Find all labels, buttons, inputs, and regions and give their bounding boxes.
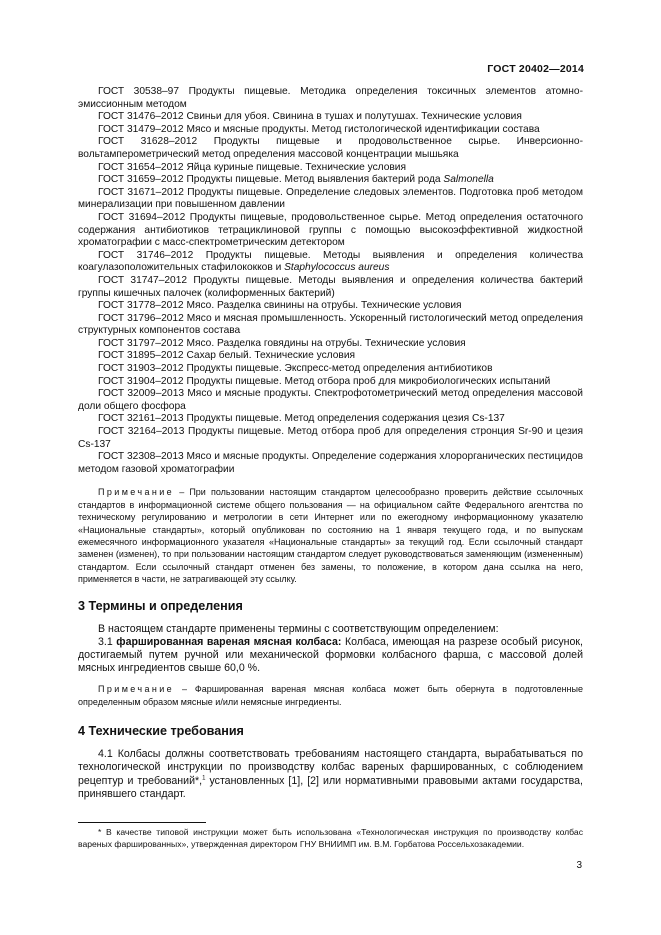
reference-title: Свиньи для убоя. Свинина в тушах и полутушах. Технические условия (186, 111, 522, 123)
reference-code: ГОСТ 31654–2012 (98, 161, 184, 173)
reference-title-italic: Salmonella (443, 174, 494, 186)
reference-code: ГОСТ 31476–2012 (98, 111, 184, 123)
reference-item (78, 212, 583, 250)
reference-title: Продукты пищевые. Определение следовых элементов. Подготовка проб методом минерализации при повышенном давлении (78, 186, 583, 211)
reference-title: Мясо и мясные продукты. Метод гистологической идентификации состава (186, 123, 540, 135)
reference-item (78, 86, 583, 111)
term-note-text: – Фаршированная вареная мясная колбаса может быть обернута в подготовленные определенным образом мясные и/или немясные ингредиенты. (78, 684, 583, 707)
reference-code: ГОСТ 31747–2012 (98, 274, 188, 286)
reference-item (78, 413, 583, 426)
reference-title: Продукты пищевые, продовольственное сырье. Метод определения остаточного содержания антибиотиков тетрациклиновой группы с помощью высокоэффективной жидкостной хроматографии с масс-спектрометрическим детектором (78, 211, 583, 249)
reference-title: Мясо и мясные продукты. Определение содержания хлорорганических пестицидов методом газовой хроматографии (78, 451, 583, 475)
reference-item (78, 124, 583, 137)
reference-title: Продукты пищевые. Методы выявления и определения количества коагулазоположительных стафилококков и (78, 249, 583, 274)
reference-title: Яйца куриные пищевые. Технические условия (186, 161, 407, 173)
page-number: 3 (576, 860, 582, 871)
reference-code: ГОСТ 31479–2012 (98, 123, 184, 135)
reference-title: Продукты пищевые. Метод определения содержания цезия Cs-137 (186, 413, 505, 425)
term-number: 3.1 (98, 635, 117, 648)
footnote-text: * В качестве типовой инструкции может быть использована «Технологическая инструкция по производству колбас вареных фаршированных», утвержденная директором ГНУ ВНИИМП им. В.М. Горбатова Россельхозакадемии. (78, 827, 583, 849)
section-3-intro (78, 623, 583, 636)
reference-title: Мясо и мясные продукты. Спектрофотометрический метод определения массовой доли общего фосфора (78, 388, 583, 412)
footnote (78, 826, 583, 850)
term-note (78, 683, 583, 708)
reference-code: ГОСТ 31659–2012 (98, 174, 184, 186)
reference-item (78, 376, 583, 389)
reference-title: Продукты пищевые. Метод отбора проб для микробиологических испытаний (186, 375, 551, 387)
reference-title: Продукты пищевые. Метод выявления бактерий рода (186, 174, 444, 186)
reference-code: ГОСТ 31694–2012 (98, 211, 186, 223)
reference-title: Продукты пищевые и продовольственное сырье. Инверсионно-вольтамперометрический метод определения массовой концентрации мышьяка (78, 136, 583, 160)
reference-title: Сахар белый. Технические условия (186, 350, 356, 362)
reference-item (78, 350, 583, 363)
normative-references-list (78, 86, 583, 476)
reference-code: ГОСТ 31628–2012 (98, 136, 198, 148)
reference-title: Мясо. Разделка говядины на отрубы. Технические условия (186, 337, 466, 349)
reference-title: Продукты пищевые. Методика определения токсичных элементов атомно-эмиссионным методом (78, 86, 583, 110)
reference-title: Мясо и мясная промышленность. Ускоренный гистологический метод определения структурных компонентов состава (78, 312, 583, 337)
reference-item (78, 111, 583, 124)
reference-item (78, 136, 583, 161)
reference-item (78, 300, 583, 313)
reference-title-italic: Staphylococcus aureus (284, 262, 390, 274)
term-definition-text: Колбаса, имеющая на разрезе особый рисунок, достигаемый путем ручной или механической формовки колбасного фарша, с массовой долей мясных ингредиентов свыше 60,0 %. (78, 635, 583, 675)
reference-code: ГОСТ 31797–2012 (98, 337, 184, 349)
reference-code: ГОСТ 32009–2013 (98, 388, 185, 400)
reference-title: Продукты пищевые. Методы выявления и определения количества бактерий группы кишечных палочек (колиформенных бактерий) (78, 274, 583, 299)
reference-item (78, 363, 583, 376)
note-lead: Примечание (98, 487, 175, 498)
reference-code: ГОСТ 31904–2012 (98, 375, 184, 387)
section-3-title: 3 Термины и определения (78, 598, 243, 613)
term-name: фаршированная вареная мясная колбаса: (116, 635, 342, 648)
note-text: – При пользовании настоящим стандартом целесообразно проверить действие ссылочных стандартов в информационной системе общего пользования — на официальном сайте Федерального агентства по техническому регулированию и метрологии в сети Интернет или по ежегодному информационному указателю «Национальные стандарты», который опубликован по состоянию на 1 января текущего года, и по выпускам ежемесячного информационного указателя «Национальные стандарты» за текущий год. Если ссылочный стандарт заменен (изменен), то при пользовании настоящим стандартом следует руководствоваться заменяющим (измененным) стандартом. Если ссылочный стандарт отменен без замены, то положение, в котором дана ссылка на него, применяется в части, не затрагивающей эту ссылку. (78, 487, 583, 585)
footnote-marker: 1 (202, 775, 206, 782)
reference-item (78, 426, 583, 451)
reference-code: ГОСТ 30538–97 (98, 86, 179, 97)
reference-item (78, 451, 583, 476)
section-4-title: 4 Технические требования (78, 724, 244, 739)
intro-text: В настоящем стандарте применены термины с соответствующим определением: (98, 622, 499, 635)
reference-title: Продукты пищевые. Метод отбора проб для определения стронция Sr-90 и цезия Cs-137 (78, 426, 583, 450)
page-content (78, 86, 583, 801)
reference-code: ГОСТ 32308–2013 (98, 451, 184, 463)
reference-code: ГОСТ 32161–2013 (98, 413, 184, 425)
reference-code: ГОСТ 31671–2012 (98, 186, 184, 198)
reference-code: ГОСТ 31796–2012 (98, 312, 184, 324)
footnote-divider (78, 822, 206, 823)
requirements-text-after: установленных [1], [2] или нормативными правовыми актами государства, принявшего стандарт. (78, 774, 583, 800)
reference-code: ГОСТ 31778–2012 (98, 300, 184, 312)
reference-item (78, 338, 583, 351)
requirements-paragraph (78, 748, 583, 801)
reference-code: ГОСТ 31746–2012 (98, 249, 194, 261)
reference-code: ГОСТ 32164–2013 (98, 426, 185, 438)
reference-item (78, 187, 583, 212)
reference-item (78, 313, 583, 338)
reference-title: Мясо. Разделка свинины на отрубы. Технические условия (186, 300, 462, 312)
reference-code: ГОСТ 31903–2012 (98, 363, 184, 375)
reference-item (78, 162, 583, 175)
reference-item (78, 388, 583, 413)
standard-header: ГОСТ 20402—2014 (487, 63, 584, 75)
reference-title: Продукты пищевые. Экспресс-метод определения антибиотиков (186, 363, 493, 375)
reference-code: ГОСТ 31895–2012 (98, 350, 184, 362)
reference-item (78, 275, 583, 300)
reference-item (78, 174, 583, 187)
term-definition (78, 636, 583, 676)
references-note (78, 486, 583, 585)
reference-item (78, 250, 583, 275)
requirements-text-before: 4.1 Колбасы должны соответствовать требованиям настоящего стандарта, вырабатываться по технологической инструкции по производству колбас вареных фаршированных, с соблюдением рецептур и требований*, (78, 748, 583, 787)
term-note-lead: Примечание (98, 684, 175, 695)
